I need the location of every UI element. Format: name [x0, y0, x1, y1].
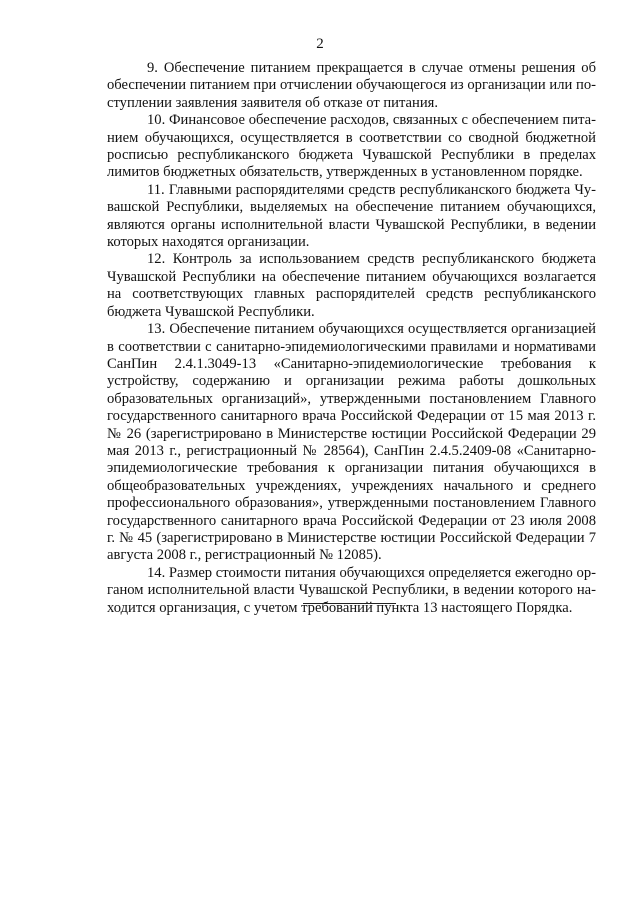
- page-number: 2: [316, 36, 324, 52]
- paragraph-10: 10. Финансовое обеспечение расходов, связанных с обеспечением питанием обучающихся, осуществляется в соответствии со сводной бюджетной росписью республиканского бюджета Чувашской Республики в пределах лимитов бюджетных обязательств, утвержденных в установленном порядке.: [107, 112, 596, 181]
- paragraph-12: 12. Контроль за использованием средств республиканского бюджета Чувашской Республики на обеспечение питанием обучающихся возлагается на соответствующих главных распорядителей средств республиканского бюджета Чувашской Республики.: [107, 251, 596, 320]
- paragraph-11: 11. Главными распорядителями средств республиканского бюджета Чувашской Республики, выделяемых на обеспечение питанием обучающихся, являются органы исполнительной власти Чувашской Республики, в ведении которых находятся организации.: [107, 181, 596, 251]
- end-divider-line: [303, 603, 396, 604]
- paragraph-9: 9. Обеспечение питанием прекращается в случае отмены решения об обеспечении питанием при отчислении обучающегося из организации или поступлении заявления заявителя об отказе от питания.: [107, 60, 596, 111]
- document-body: [107, 60, 596, 617]
- paragraph-14: 14. Размер стоимости питания обучающихся определяется ежегодно органом исполнительной власти Чувашской Республики, в ведении которого находится организация, с учетом требований пункта 13 настоящего Порядка.: [107, 564, 596, 616]
- paragraph-13: 13. Обеспечение питанием обучающихся осуществляется организацией в соответствии с санитарно-эпидемиологическими правилами и нормативами СанПин 2.4.1.3049-13 «Санитарно-эпидемиологические требования к устройству, содержанию и организации режима работы дошкольных образовательных организаций», утвержденными постановлением Главного государственного санитарного врача Российской Федерации от 15 мая 2013 г. № 26 (зарегистрировано в Министерстве юстиции Российской Федерации 29 мая 2013 г., регистрационный № 28564), СанПин 2.4.5.2409-08 «Санитарно-эпидемиологические требования к организации питания обучающихся в общеобразовательных учреждениях, учреждениях начального и среднего профессионального образования», утвержденными постановлением Главного государственного санитарного врача Российской Федерации от 23 июля 2008 г. № 45 (зарегистрировано в Министерстве юстиции Российской Федерации 7 августа 2008 г., регистрационный № 12085).: [107, 321, 596, 564]
